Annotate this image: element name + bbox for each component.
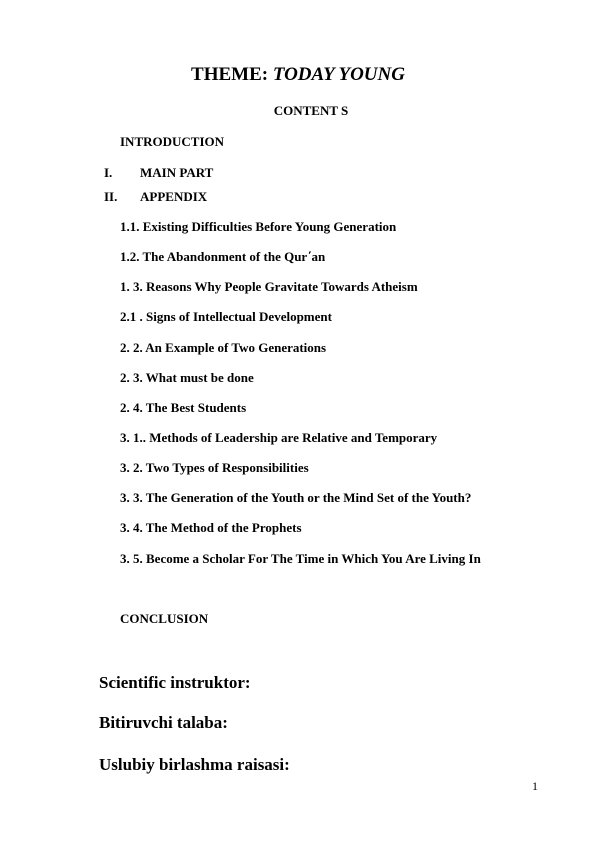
signature-label-chair: Uslubiy birlashma raisasi: [99,755,290,774]
document-title [0,64,596,86]
toc-introduction: INTRODUCTION [120,134,225,149]
roman-numeral: II. [104,189,118,204]
toc-item: 2. 3. What must be done [120,370,254,385]
toc-item: 3. 2. Two Types of Responsibilities [120,460,309,475]
signature-label-student: Bitiruvchi talaba: [99,713,228,732]
toc-item: 3. 1.. Methods of Leadership are Relative and Temporary [120,430,438,445]
toc-roman-item [104,165,404,181]
signature-label-instructor: Scientific instruktor: [99,673,251,692]
toc-roman-item [104,189,404,205]
toc-item: 3. 4. The Method of the Prophets [120,520,302,535]
title-italic: TODAY YOUNG [272,64,405,85]
toc-item: 2. 2. An Example of Two Generations [120,340,327,355]
toc-item: 2. 4. The Best Students [120,400,247,415]
page-number: 1 [532,779,538,793]
toc-conclusion: CONCLUSION [120,611,209,626]
toc-item: 3. 5. Become a Scholar For The Time in Which You Are Living In [120,551,481,566]
toc-item: 1. 3. Reasons Why People Gravitate Towards Atheism [120,279,418,294]
roman-numeral: I. [104,165,113,180]
toc-item: 1.1. Existing Difficulties Before Young Generation [120,219,397,234]
title-prefix: THEME: [191,64,273,85]
toc-item: 1.2. The Abandonment of the Qur΄an [120,249,326,264]
roman-label: MAIN PART [140,165,214,180]
toc-item: 2.1 . Signs of Intellectual Development [120,309,332,324]
roman-label: APPENDIX [140,189,208,204]
contents-heading: CONTENT S [273,103,349,118]
toc-item: 3. 3. The Generation of the Youth or the Mind Set of the Youth? [120,490,472,505]
